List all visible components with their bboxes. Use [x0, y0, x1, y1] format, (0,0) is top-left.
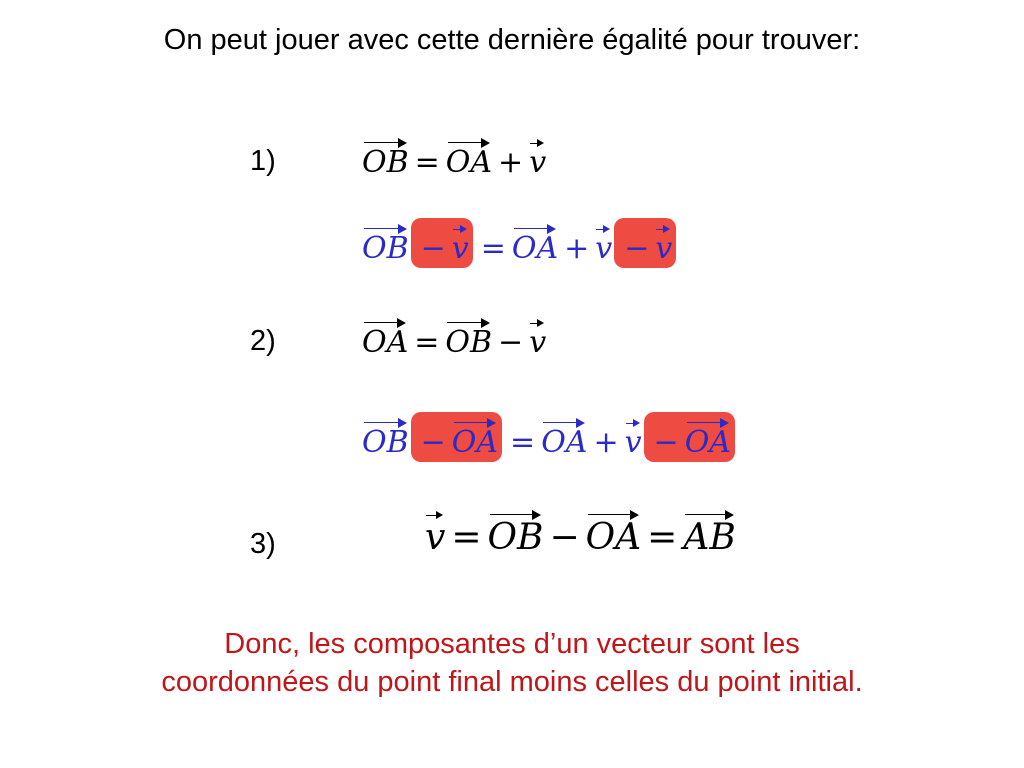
vector-v: v: [529, 318, 546, 358]
minus-sign: −: [653, 425, 679, 460]
vector-oa: OA: [586, 510, 642, 556]
equation-2b: [362, 412, 737, 462]
equation-1: [362, 138, 546, 178]
equation-1b: [362, 218, 678, 268]
vector-oa: OA: [685, 418, 731, 458]
vector-oa: OA: [362, 318, 408, 358]
vector-v: v: [655, 224, 672, 264]
vector-ob: OB: [362, 224, 409, 264]
equals-sign: =: [414, 145, 440, 180]
minus-sign: −: [624, 231, 650, 266]
vector-oa: OA: [541, 418, 587, 458]
conclusion-text: [0, 625, 1024, 701]
vector-v: v: [529, 138, 546, 178]
vector-v: v: [595, 224, 612, 264]
step-2-label: 2): [250, 325, 276, 357]
vector-oa: OA: [452, 418, 498, 458]
vector-v: v: [625, 418, 642, 458]
step-1-label: 1): [250, 145, 276, 177]
vector-ob: OB: [362, 138, 409, 178]
step-3-label: 3): [250, 528, 276, 560]
highlight-box: [644, 412, 735, 462]
equals-sign: =: [510, 425, 536, 460]
vector-oa: OA: [512, 224, 558, 264]
plus-sign: +: [498, 145, 524, 180]
vector-v: v: [452, 224, 469, 264]
vector-ob: OB: [445, 318, 492, 358]
equals-sign: =: [414, 325, 440, 360]
slide-title: On peut jouer avec cette dernière égalité pour trouver:: [163, 24, 861, 56]
highlight-box: [411, 412, 502, 462]
conclusion-line-1: Donc, les composantes d’un vecteur sont les: [224, 628, 800, 660]
minus-sign: −: [420, 425, 446, 460]
conclusion-line-2: coordonnées du point final moins celles du point initial.: [161, 666, 863, 698]
equals-sign: =: [451, 517, 482, 558]
equation-2: [362, 318, 546, 358]
highlight-box: [411, 218, 473, 268]
vector-ab: AB: [683, 510, 735, 556]
vector-v: v: [425, 510, 445, 556]
vector-ob: OB: [488, 510, 544, 556]
equation-3: [425, 510, 736, 556]
vector-ob: OB: [362, 418, 409, 458]
minus-sign: −: [420, 231, 446, 266]
equals-sign: =: [647, 517, 678, 558]
vector-oa: OA: [446, 138, 492, 178]
highlight-box: [614, 218, 676, 268]
minus-sign: −: [549, 517, 580, 558]
plus-sign: +: [593, 425, 619, 460]
equals-sign: =: [480, 231, 506, 266]
minus-sign: −: [498, 325, 524, 360]
plus-sign: +: [564, 231, 590, 266]
